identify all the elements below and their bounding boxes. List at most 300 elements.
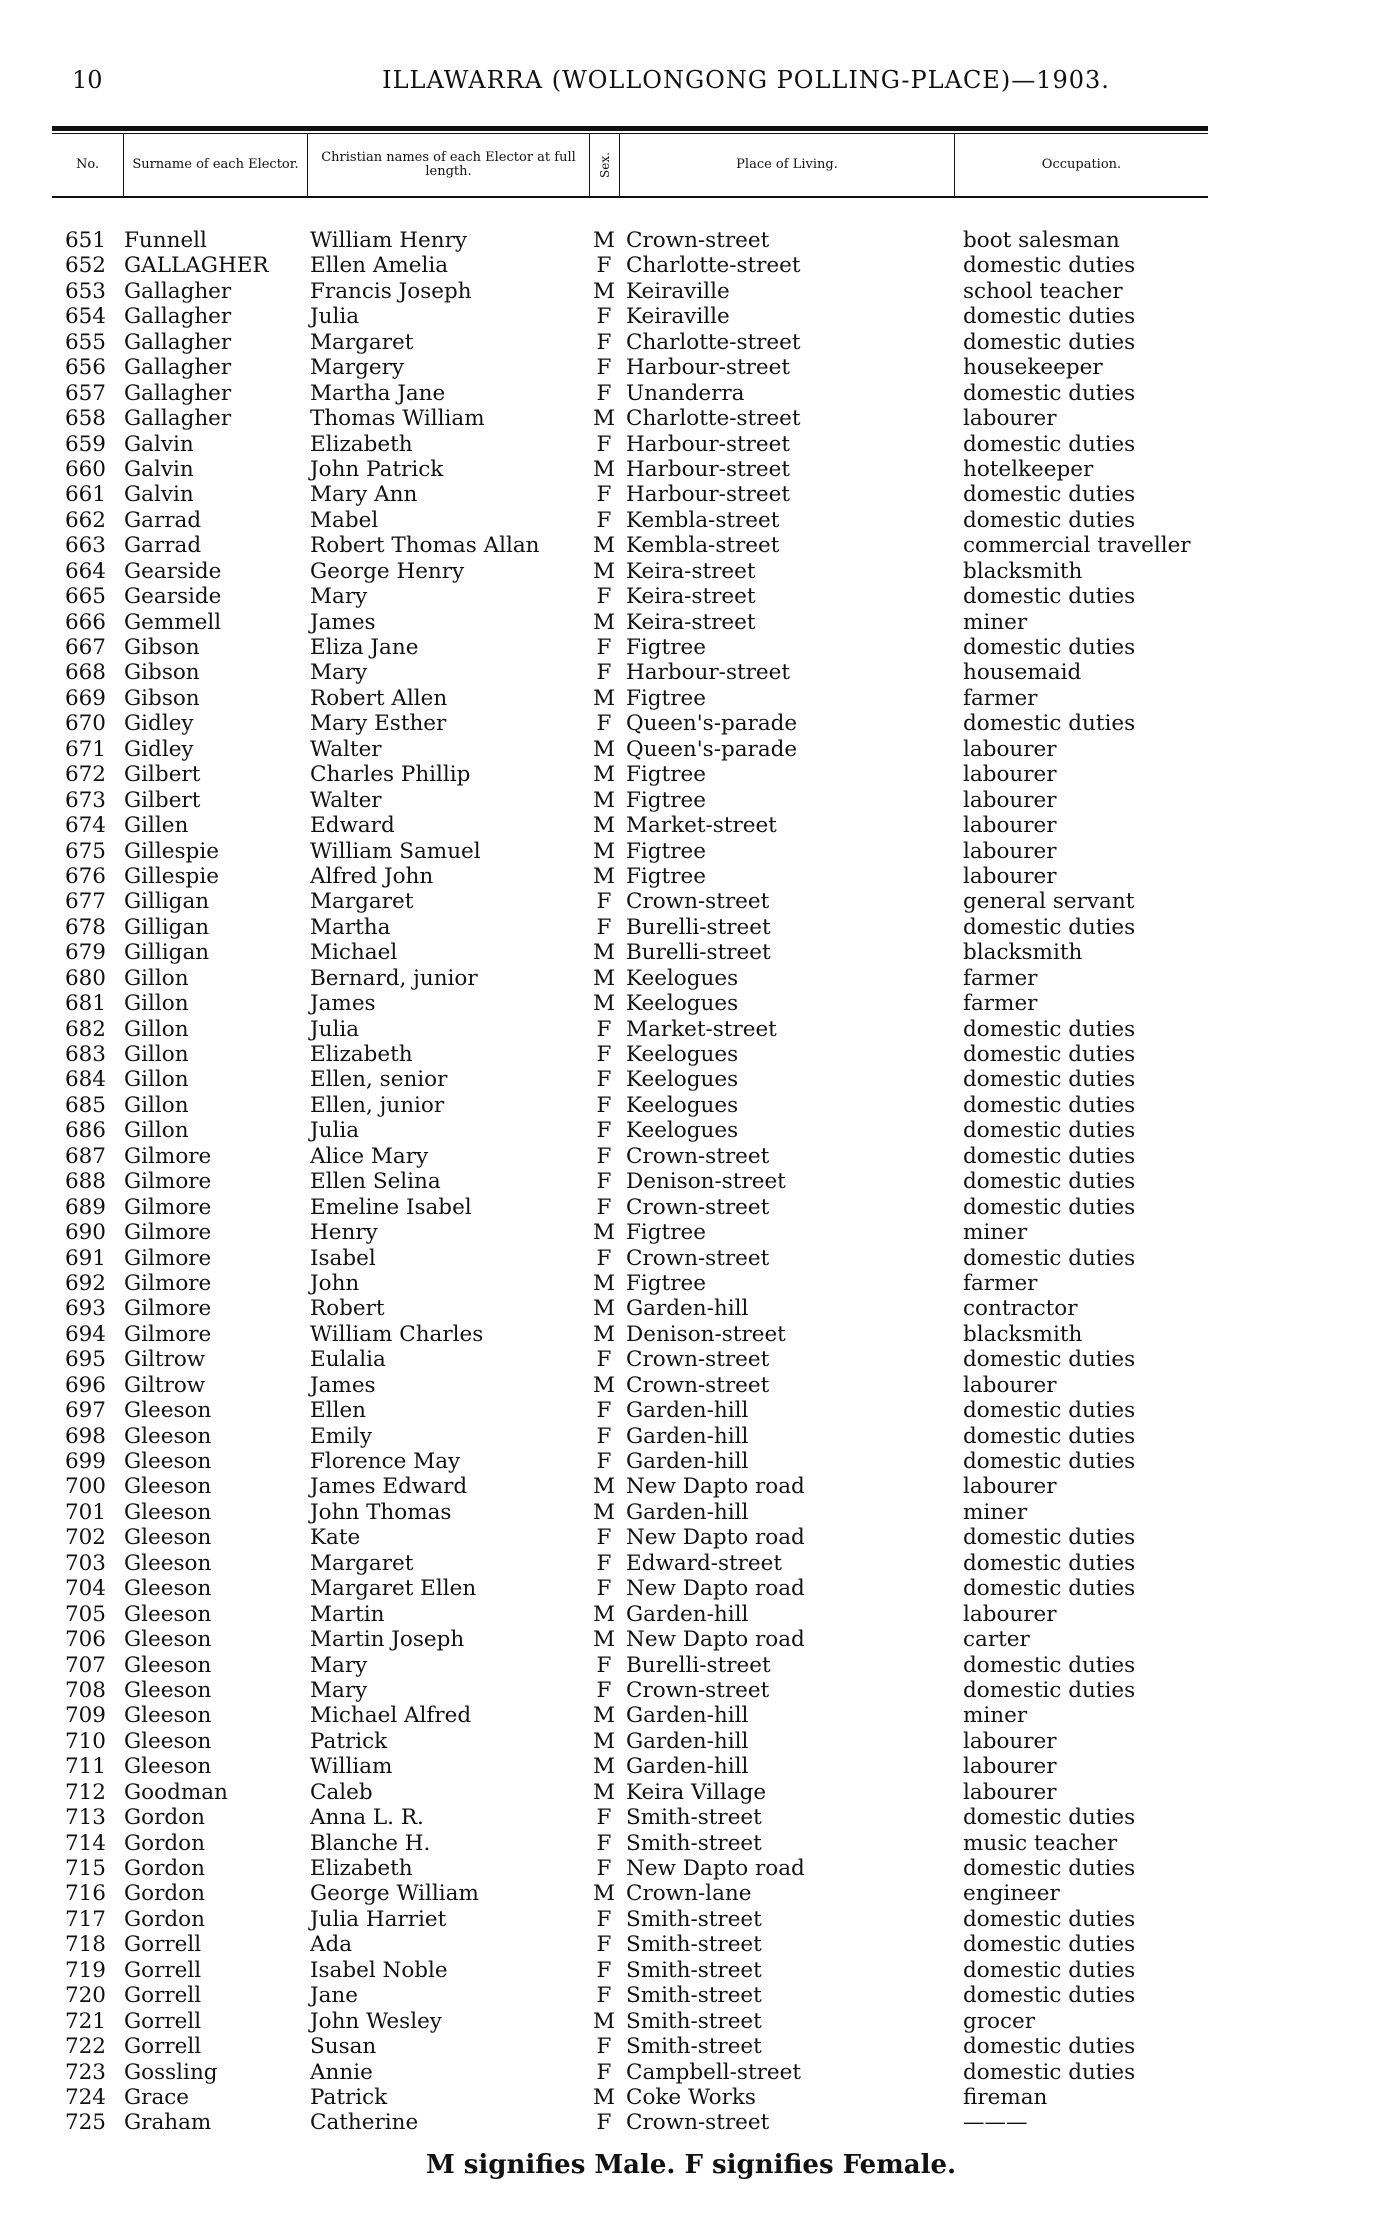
occupation: domestic duties [963,1576,1136,1602]
sex: F [596,1957,612,1983]
surname: Gillon [124,1067,189,1093]
occupation: domestic duties [963,507,1136,533]
occupation: domestic duties [963,1906,1136,1932]
place-of-living: Keelogues [626,991,739,1017]
surname: Gilmore [124,1321,212,1347]
surname: Gleeson [124,1728,212,1754]
christian-names: Kate [310,1525,361,1551]
christian-names: Florence May [310,1449,461,1474]
elector-number: 664 [64,558,106,584]
place-of-living: Crown-lane [626,1881,752,1907]
occupation: domestic duties [963,431,1136,457]
surname: Gleeson [124,1703,212,1729]
elector-number: 684 [64,1067,106,1093]
sex: F [596,1143,612,1169]
elector-number: 673 [64,787,106,813]
place-of-living: Garden-hill [626,1296,749,1322]
surname: Gleeson [124,1576,212,1602]
sex: F [596,431,612,457]
sex: F [596,914,612,940]
place-of-living: Figtree [626,685,706,711]
table-row [0,1424,1382,1449]
elector-number: 670 [64,711,106,737]
table-row [0,1653,1382,1678]
surname: Gleeson [124,1525,212,1551]
christian-names: James [310,991,376,1017]
occupation: domestic duties [963,1550,1136,1576]
place-of-living: New Dapto road [626,1474,805,1500]
christian-names: Henry [310,1220,378,1246]
elector-number: 653 [64,278,106,304]
surname: Gleeson [124,1627,212,1653]
surname: Garrad [124,507,202,533]
surname: Galvin [124,482,194,508]
sex: F [596,1194,612,1220]
elector-number: 660 [64,456,106,482]
elector-number: 671 [64,736,106,762]
table-row [0,2085,1382,2110]
place-of-living: Smith-street [626,1983,762,2009]
christian-names: Eulalia [310,1347,386,1373]
occupation: domestic duties [963,1932,1136,1958]
occupation: domestic duties [963,1347,1136,1373]
christian-names: Mary [310,660,368,686]
christian-names: Michael [310,940,398,966]
occupation: domestic duties [963,1398,1136,1424]
surname: Gordon [124,1881,205,1907]
table-row [0,1144,1382,1169]
occupation: blacksmith [963,940,1083,966]
surname: Galvin [124,456,194,482]
occupation: domestic duties [963,914,1136,940]
elector-number: 672 [64,762,106,788]
table-row [0,457,1382,482]
occupation: labourer [963,1372,1057,1398]
footer-note: M signifies Male. F signifies Female. [425,2150,957,2180]
elector-number: 695 [64,1347,106,1373]
elector-number: 655 [64,329,106,355]
occupation: ——— [963,2110,1028,2136]
table-row [0,1093,1382,1118]
surname: Gidley [124,736,194,762]
table-row [0,1627,1382,1652]
occupation: engineer [963,1881,1060,1907]
christian-names: Margaret [310,1550,414,1576]
table-row [0,737,1382,762]
elector-number: 702 [64,1525,106,1551]
surname: Gillon [124,991,189,1017]
christian-names: Francis Joseph [310,278,472,304]
occupation: school teacher [963,278,1123,304]
place-of-living: New Dapto road [626,1627,805,1653]
elector-number: 722 [64,2034,106,2060]
table-row [0,864,1382,889]
table-row [0,889,1382,914]
table-row [0,915,1382,940]
christian-names: Patrick [310,1728,388,1754]
surname: Gillen [124,813,189,839]
sex: F [596,1016,612,1042]
christian-names: Elizabeth [310,1856,413,1881]
elector-number: 700 [64,1474,106,1500]
christian-names: Alfred John [310,863,434,889]
christian-names: Susan [310,2034,377,2060]
occupation: blacksmith [963,1321,1083,1347]
header-rule [52,126,1208,131]
sex: F [596,1652,612,1678]
surname: Gleeson [124,1754,212,1780]
elector-number: 721 [64,2008,106,2034]
header-bottom-rule [52,196,1208,198]
occupation: domestic duties [963,2059,1136,2085]
sex: M [592,736,615,762]
christian-names: Ellen [310,1398,367,1424]
sex: M [592,456,615,482]
sex: F [596,1067,612,1093]
christian-names: Martha Jane [310,380,446,406]
table-row [0,330,1382,355]
table-row [0,381,1382,406]
place-of-living: Keira-street [626,558,756,584]
occupation: domestic duties [963,1423,1136,1449]
surname: Gorrell [124,1932,202,1958]
elector-number: 668 [64,660,106,686]
christian-names: John Patrick [310,456,444,482]
occupation: labourer [963,762,1057,788]
elector-number: 685 [64,1092,106,1118]
table-row [0,1169,1382,1194]
occupation: domestic duties [963,584,1136,610]
christian-names: Mabel [310,507,379,533]
christian-names: Robert Thomas Allan [310,533,540,559]
sex: F [596,355,612,381]
place-of-living: Crown-street [626,2110,770,2136]
sex: M [592,965,615,991]
place-of-living: Garden-hill [626,1703,749,1729]
table-row [0,610,1382,635]
place-of-living: Figtree [626,762,706,788]
christian-names: Alice Mary [310,1143,429,1169]
place-of-living: Keiraville [626,304,730,330]
occupation: labourer [963,1474,1057,1500]
surname: Gordon [124,1856,205,1881]
elector-number: 715 [64,1856,106,1881]
sex: M [592,406,615,432]
occupation: domestic duties [963,1652,1136,1678]
occupation: music teacher [963,1830,1118,1856]
elector-number: 665 [64,584,106,610]
christian-names: Elizabeth [310,431,413,457]
table-row [0,432,1382,457]
table-row [0,533,1382,558]
occupation: labourer [963,813,1057,839]
table-row [0,788,1382,813]
surname: Grace [124,2084,190,2110]
occupation: domestic duties [963,1805,1136,1831]
christian-names: John Wesley [310,2008,442,2034]
sex: M [592,1499,615,1525]
sex: M [592,1881,615,1907]
place-of-living: Smith-street [626,1805,762,1831]
elector-number: 709 [64,1703,106,1729]
christian-names: Mary [310,1677,368,1703]
sex: F [596,329,612,355]
christian-names: Ellen, junior [310,1092,445,1118]
occupation: housemaid [963,660,1082,686]
table-row [0,2110,1382,2135]
christian-names: Martin Joseph [310,1627,465,1653]
christian-names: James [310,1372,376,1398]
occupation: domestic duties [963,1957,1136,1983]
surname: Gorrell [124,1957,202,1983]
sex: M [592,863,615,889]
place-of-living: Keelogues [626,1118,739,1144]
place-of-living: Queen's-parade [626,711,798,737]
christian-names: Emily [310,1423,372,1449]
place-of-living: New Dapto road [626,1576,805,1602]
elector-number: 656 [64,355,106,381]
occupation: farmer [963,1270,1038,1296]
christian-names: Margaret [310,889,414,915]
elector-number: 687 [64,1143,106,1169]
surname: Gibson [124,660,200,686]
place-of-living: Garden-hill [626,1449,749,1474]
header-no: No. [52,134,124,196]
christian-names: Jane [310,1983,359,2009]
table-row [0,762,1382,787]
occupation: domestic duties [963,1856,1136,1881]
elector-number: 705 [64,1601,106,1627]
elector-number: 682 [64,1016,106,1042]
sex: M [592,2084,615,2110]
table-row [0,1398,1382,1423]
christian-names: Michael Alfred [310,1703,472,1729]
christian-names: Bernard, junior [310,965,478,991]
table-row [0,1067,1382,1092]
place-of-living: Harbour-street [626,355,790,381]
elector-number: 698 [64,1423,106,1449]
sex: F [596,1423,612,1449]
sex: F [596,1932,612,1958]
table-row [0,1195,1382,1220]
table-row [0,1856,1382,1881]
elector-number: 678 [64,914,106,940]
elector-number: 724 [64,2084,106,2110]
christian-names: Thomas William [310,406,485,432]
place-of-living: Queen's-parade [626,736,798,762]
table-row [0,228,1382,253]
christian-names: Julia Harriet [310,1906,447,1932]
surname: Gordon [124,1805,205,1831]
sex: F [596,1042,612,1067]
elector-number: 697 [64,1398,106,1424]
occupation: labourer [963,787,1057,813]
table-row [0,1831,1382,1856]
christian-names: Mary Ann [310,482,418,508]
christian-names: Julia [310,1016,360,1042]
header-occupation: Occupation. [1041,157,1122,172]
place-of-living: Crown-street [626,1677,770,1703]
table-row [0,711,1382,736]
elector-number: 693 [64,1296,106,1322]
sex: F [596,1830,612,1856]
place-of-living: Keiraville [626,278,730,304]
sex: M [592,1627,615,1653]
elector-number: 680 [64,965,106,991]
place-of-living: Garden-hill [626,1398,749,1424]
elector-number: 701 [64,1499,106,1525]
occupation: miner [963,1220,1028,1246]
surname: Gillespie [124,863,219,889]
surname: Gleeson [124,1652,212,1678]
sex: F [596,660,612,686]
table-row [0,482,1382,507]
surname: Gordon [124,1906,205,1932]
table-row [0,2060,1382,2085]
elector-number: 677 [64,889,106,915]
surname: Gallagher [124,278,232,304]
table-row [0,1271,1382,1296]
elector-number: 703 [64,1550,106,1576]
elector-number: 661 [64,482,106,508]
elector-number: 714 [64,1830,106,1856]
place-of-living: Smith-street [626,2034,762,2060]
elector-number: 710 [64,1728,106,1754]
surname: Graham [124,2110,212,2136]
elector-number: 666 [64,609,106,635]
table-row [0,2034,1382,2059]
place-of-living: Market-street [626,1016,777,1042]
sex: F [596,889,612,915]
table-row [0,508,1382,533]
sex: F [596,1576,612,1602]
sex: M [592,1474,615,1500]
place-of-living: Charlotte-street [626,406,801,432]
elector-number: 676 [64,863,106,889]
christian-names: George William [310,1881,479,1907]
occupation: commercial traveller [963,533,1191,559]
elector-number: 686 [64,1118,106,1144]
christian-names: Robert [310,1296,385,1322]
surname: Gemmell [124,609,222,635]
occupation: labourer [963,736,1057,762]
sex: F [596,2059,612,2085]
elector-number: 711 [64,1754,106,1780]
sex: M [592,991,615,1017]
place-of-living: Figtree [626,635,706,660]
sex: F [596,1449,612,1474]
table-row [0,1449,1382,1474]
place-of-living: Garden-hill [626,1601,749,1627]
surname: Gilmore [124,1245,212,1271]
header-surname: Surname of each Elector. [124,134,308,196]
sex: M [592,1601,615,1627]
sex: F [596,482,612,508]
occupation: labourer [963,1601,1057,1627]
christian-names: Anna L. R. [310,1805,424,1831]
christian-names: Catherine [310,2110,419,2136]
christian-names: Robert Allen [310,685,448,711]
sex: M [592,1220,615,1246]
christian-names: Walter [310,787,382,813]
surname: Gilbert [124,762,201,788]
elector-number: 690 [64,1220,106,1246]
occupation: fireman [963,2084,1048,2110]
place-of-living: Market-street [626,813,777,839]
table-row [0,1474,1382,1499]
elector-number: 675 [64,838,106,864]
place-of-living: Keira-street [626,609,756,635]
christian-names: Isabel Noble [310,1957,448,1983]
place-of-living: Keelogues [626,1092,739,1118]
elector-number: 689 [64,1194,106,1220]
place-of-living: Denison-street [626,1321,786,1347]
surname: Gearside [124,558,222,584]
table-row [0,1525,1382,1550]
table-row [0,584,1382,609]
sex: M [592,1779,615,1805]
place-of-living: Garden-hill [626,1499,749,1525]
table-row [0,1932,1382,1957]
surname: Gibson [124,635,200,660]
place-of-living: Burelli-street [626,1652,771,1678]
christian-names: Ellen Selina [310,1169,441,1195]
place-of-living: Charlotte-street [626,329,801,355]
place-of-living: Smith-street [626,1932,762,1958]
sex: M [592,2008,615,2034]
christian-names: Mary [310,584,368,610]
surname: Gilbert [124,787,201,813]
christian-names: Ellen, senior [310,1067,448,1093]
occupation: domestic duties [963,304,1136,330]
occupation: hotelkeeper [963,456,1094,482]
place-of-living: New Dapto road [626,1525,805,1551]
table-row [0,1576,1382,1601]
surname: Gossling [124,2059,218,2085]
table-row [0,1805,1382,1830]
occupation: domestic duties [963,1194,1136,1220]
surname: Gilmore [124,1220,212,1246]
christian-names: Walter [310,736,382,762]
sex: M [592,838,615,864]
surname: GALLAGHER [124,253,269,279]
surname: Funnell [124,228,207,253]
surname: Gallagher [124,380,232,406]
christian-names: John [310,1270,360,1296]
sex: F [596,1118,612,1144]
surname: Gordon [124,1830,205,1856]
place-of-living: Figtree [626,838,706,864]
occupation: labourer [963,863,1057,889]
sex: F [596,1525,612,1551]
table-row [0,1983,1382,2008]
occupation: general servant [963,889,1135,915]
surname: Gallagher [124,406,232,432]
elector-number: 717 [64,1906,106,1932]
occupation: domestic duties [963,711,1136,737]
sex: F [596,584,612,610]
christian-names: Ada [310,1932,353,1958]
sex: F [596,1245,612,1271]
place-of-living: Keira Village [626,1779,767,1805]
surname: Giltrow [124,1347,206,1373]
table-row [0,1907,1382,1932]
place-of-living: Figtree [626,863,706,889]
place-of-living: Crown-street [626,1372,770,1398]
surname: Gallagher [124,304,232,330]
elector-number: 691 [64,1245,106,1271]
table-row [0,355,1382,380]
